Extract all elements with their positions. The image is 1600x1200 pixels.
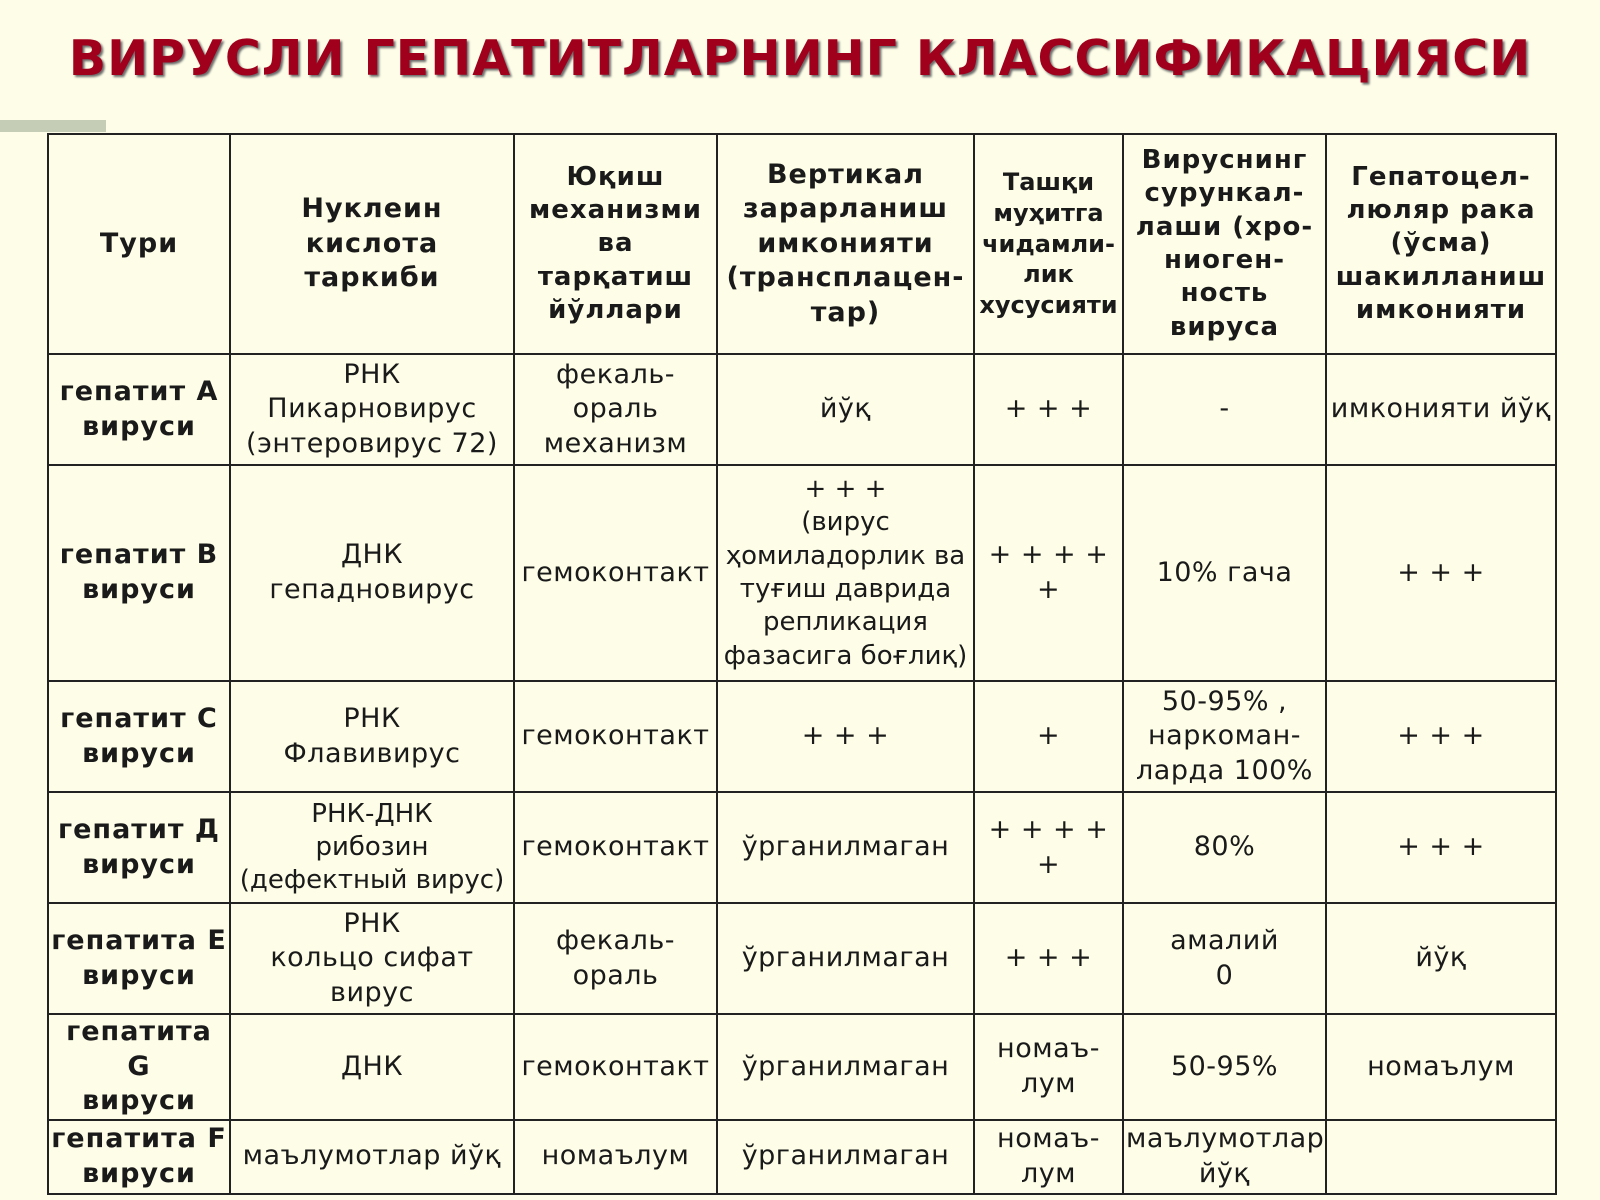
cell-resistance: + + + [974,354,1123,465]
cell-resistance: + + + + + [974,792,1123,903]
cell-vertical-infection: ўрганилмаган [717,903,974,1014]
cell-cancer [1326,1120,1556,1194]
cell-type: гепатита F вируси [48,1120,230,1194]
cell-resistance: + [974,681,1123,792]
cell-nucleic-acid: ДНК гепадновирус [230,465,514,681]
title-accent-bar [0,120,106,132]
cell-nucleic-acid: ДНК [230,1014,514,1120]
cell-cancer: йўқ [1326,903,1556,1014]
cell-cancer: + + + [1326,465,1556,681]
cell-nucleic-acid: РНК Пикарновирус (энтеровирус 72) [230,354,514,465]
cell-transmission: гемоконтакт [514,1014,717,1120]
header-type: Тури [48,134,230,354]
table-row [48,1120,1556,1194]
cell-type: гепатит А вируси [48,354,230,465]
cell-cancer: номаълум [1326,1014,1556,1120]
cell-chronicity: 80% [1123,792,1326,903]
cell-vertical-infection: ўрганилмаган [717,1014,974,1120]
cell-resistance: номаъ- лум [974,1120,1123,1194]
cell-vertical-infection: + + + (вирус ҳомиладорлик ва туғиш даврида репликация фазасига боғлиқ) [717,465,974,681]
table-row [48,792,1556,903]
header-chronicity: Вируснинг сурункал- лаши (хро- ниоген- ность вируса [1123,134,1326,354]
header-cancer: Гепатоцел- люляр рака (ўсма) шакилланиш имконияти [1326,134,1556,354]
cell-type: гепатит С вируси [48,681,230,792]
cell-type: гепатит Д вируси [48,792,230,903]
cell-chronicity: амалий 0 [1123,903,1326,1014]
header-nucleic-acid: Нуклеин кислота таркиби [230,134,514,354]
table-row [48,354,1556,465]
hepatitis-classification-table [47,133,1557,1195]
cell-vertical-infection: + + + [717,681,974,792]
table-header-row [48,134,1556,354]
cell-cancer: + + + [1326,792,1556,903]
cell-cancer: + + + [1326,681,1556,792]
cell-type: гепатита Е вируси [48,903,230,1014]
cell-type: гепатит В вируси [48,465,230,681]
cell-transmission: гемоконтакт [514,465,717,681]
table-row [48,1014,1556,1120]
cell-chronicity: маълумотлар йўқ [1123,1120,1326,1194]
header-vertical-infection: Вертикал зарарланиш имконияти (трансплацен- тар) [717,134,974,354]
table-row [48,465,1556,681]
cell-chronicity: 10% гача [1123,465,1326,681]
header-resistance: Ташқи муҳитга чидамли- лик хусусияти [974,134,1123,354]
cell-nucleic-acid: РНК кольцо сифат вирус [230,903,514,1014]
table-row [48,903,1556,1014]
cell-resistance: + + + + + [974,465,1123,681]
cell-resistance: + + + [974,903,1123,1014]
cell-nucleic-acid: РНК-ДНК рибозин (дефектный вирус) [230,792,514,903]
cell-chronicity: - [1123,354,1326,465]
table-row [48,681,1556,792]
cell-resistance: номаъ- лум [974,1014,1123,1120]
cell-transmission: гемоконтакт [514,681,717,792]
cell-chronicity: 50-95% [1123,1014,1326,1120]
cell-nucleic-acid: маълумотлар йўқ [230,1120,514,1194]
cell-transmission: фекаль- ораль механизм [514,354,717,465]
cell-chronicity: 50-95% , наркоман- ларда 100% [1123,681,1326,792]
cell-cancer: имконияти йўқ [1326,354,1556,465]
cell-vertical-infection: йўқ [717,354,974,465]
cell-vertical-infection: ўрганилмаган [717,792,974,903]
cell-type: гепатита G вируси [48,1014,230,1120]
page-title: ВИРУСЛИ ГЕПАТИТЛАРНИНГ КЛАССИФИКАЦИЯСИ [68,30,1532,87]
header-transmission: Юқиш механизми ва тарқатиш йўллари [514,134,717,354]
cell-transmission: фекаль- ораль [514,903,717,1014]
cell-nucleic-acid: РНК Флавивирус [230,681,514,792]
cell-vertical-infection: ўрганилмаган [717,1120,974,1194]
cell-transmission: номаълум [514,1120,717,1194]
cell-transmission: гемоконтакт [514,792,717,903]
